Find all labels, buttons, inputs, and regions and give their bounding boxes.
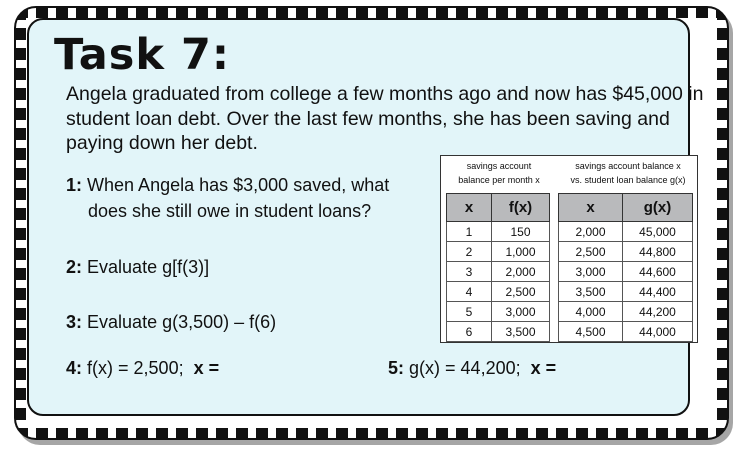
table-cell: 45,000 <box>623 222 693 242</box>
table-g-caption <box>558 159 698 187</box>
table-header-cell: x <box>559 194 623 222</box>
task-intro: Angela graduated from college a few months ago and now has $45,000 in student loan debt. Over the last few months, she has been saving and paying down her debt. <box>66 83 704 154</box>
table-cell: 3,000 <box>492 302 550 322</box>
table-f-caption-line-2: balance per month x <box>458 175 540 185</box>
table-header-cell: g(x) <box>623 194 693 222</box>
question-4 <box>66 355 219 381</box>
table-cell: 3,000 <box>559 262 623 282</box>
question-4-answer-label: x = <box>193 358 220 378</box>
question-4-number: 4: <box>66 358 83 378</box>
table-header-row <box>559 194 693 222</box>
table-header-cell: f(x) <box>492 194 550 222</box>
question-2-text: Evaluate g[f(3)] <box>87 257 210 277</box>
table-row <box>559 302 693 322</box>
table-cell: 2,500 <box>559 242 623 262</box>
table-header-row <box>447 194 550 222</box>
table-cell: 2,000 <box>492 262 550 282</box>
table-cell: 44,000 <box>623 322 693 342</box>
question-1 <box>66 172 436 224</box>
table-row <box>559 282 693 302</box>
question-1-number: 1: <box>66 175 83 195</box>
table-header-cell: x <box>447 194 492 222</box>
question-5-text: g(x) = 44,200; <box>409 358 521 378</box>
table-cell: 3,500 <box>559 282 623 302</box>
table-row <box>447 242 550 262</box>
question-2-number: 2: <box>66 257 83 277</box>
question-3-number: 3: <box>66 312 83 332</box>
table-cell: 4,500 <box>559 322 623 342</box>
table-cell: 1,000 <box>492 242 550 262</box>
table-g-caption-line-2: vs. student loan balance g(x) <box>570 175 686 185</box>
table-cell: 44,800 <box>623 242 693 262</box>
table-row <box>559 242 693 262</box>
table-cell: 1 <box>447 222 492 242</box>
table-f-caption <box>443 159 555 187</box>
table-f <box>446 193 550 342</box>
question-5 <box>388 355 556 381</box>
table-cell: 2,500 <box>492 282 550 302</box>
table-cell: 44,600 <box>623 262 693 282</box>
question-1-line-2: does she still owe in student loans? <box>88 201 372 221</box>
table-g <box>558 193 693 342</box>
table-row <box>447 222 550 242</box>
table-cell: 6 <box>447 322 492 342</box>
question-3 <box>66 309 276 335</box>
table-cell: 4 <box>447 282 492 302</box>
table-row <box>447 262 550 282</box>
table-row <box>447 282 550 302</box>
table-cell: 44,200 <box>623 302 693 322</box>
function-tables <box>440 155 698 343</box>
question-5-answer-label: x = <box>530 358 557 378</box>
table-cell: 3,500 <box>492 322 550 342</box>
question-4-text: f(x) = 2,500; <box>87 358 184 378</box>
table-cell: 4,000 <box>559 302 623 322</box>
table-row <box>559 322 693 342</box>
table-row <box>447 322 550 342</box>
question-3-text: Evaluate g(3,500) – f(6) <box>87 312 277 332</box>
table-cell: 5 <box>447 302 492 322</box>
question-2 <box>66 254 209 280</box>
table-row <box>559 262 693 282</box>
table-cell: 44,400 <box>623 282 693 302</box>
table-row <box>559 222 693 242</box>
table-cell: 3 <box>447 262 492 282</box>
task-title: Task 7: <box>54 30 231 80</box>
table-f-caption-line-1: savings account <box>466 161 532 171</box>
table-cell: 2 <box>447 242 492 262</box>
question-1-line-1: When Angela has $3,000 saved, what <box>87 175 390 195</box>
table-cell: 150 <box>492 222 550 242</box>
table-row <box>447 302 550 322</box>
table-g-caption-line-1: savings account balance x <box>575 161 681 171</box>
table-cell: 2,000 <box>559 222 623 242</box>
question-5-number: 5: <box>388 358 405 378</box>
